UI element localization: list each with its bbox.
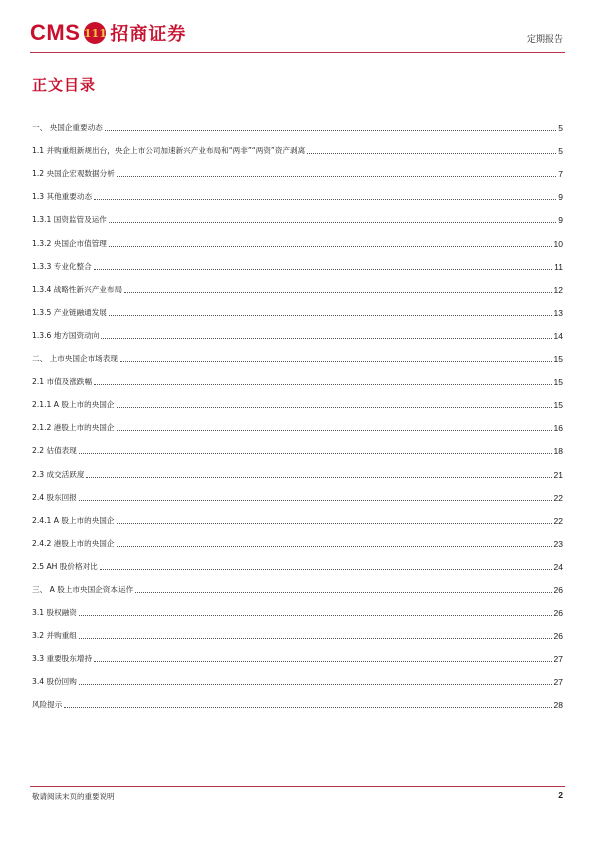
report-type-label: 定期报告 — [526, 35, 563, 45]
toc-entry-title: 2.1.2 港股上市的央国企 — [32, 423, 115, 433]
toc-dot-leader — [94, 384, 551, 385]
toc-dot-leader — [307, 153, 556, 154]
toc-entry-page: 7 — [558, 169, 563, 180]
toc-entry-page: 9 — [558, 192, 563, 203]
toc-entry[interactable] — [32, 318, 563, 341]
toc-entry-title: 1.3.4 战略性新兴产业布局 — [32, 284, 123, 294]
toc-dot-leader — [117, 546, 552, 547]
toc-entry-title: 2.4 股东回报 — [32, 492, 77, 502]
toc-dot-leader — [124, 292, 551, 293]
toc-entry-page: 24 — [553, 561, 563, 572]
toc-entry[interactable] — [32, 572, 563, 595]
toc-dot-leader — [79, 684, 552, 685]
toc-entry-title: 3.4 股份回购 — [32, 677, 77, 687]
toc-entry[interactable] — [32, 641, 563, 664]
toc-entry-title: 3.3 重要股东增持 — [32, 654, 93, 664]
toc-dot-leader — [94, 269, 552, 270]
toc-entry-title: 2.3 成交活跃度 — [32, 469, 85, 479]
toc-entry-title: 2.1 市值及涨跌幅 — [32, 377, 93, 387]
toc-dot-leader — [109, 222, 556, 223]
toc-dot-leader — [94, 661, 551, 662]
toc-entry[interactable] — [32, 503, 563, 526]
toc-entry-page: 10 — [553, 238, 563, 249]
toc-dot-leader — [86, 477, 551, 478]
toc-entry-page: 16 — [553, 423, 563, 434]
toc-entry-page: 13 — [553, 307, 563, 318]
toc-entry-title: 2.4.1 A 股上市的央国企 — [32, 515, 115, 525]
toc-entry[interactable] — [32, 433, 563, 456]
toc-entry-page: 18 — [553, 446, 563, 457]
toc-entry-page: 15 — [553, 354, 563, 365]
toc-entry[interactable] — [32, 249, 563, 272]
toc-entry[interactable] — [32, 202, 563, 225]
toc-entry-title: 3.1 股权融资 — [32, 608, 77, 618]
toc-entry-title: 3.2 并购重组 — [32, 631, 77, 641]
toc-entry-page: 23 — [553, 538, 563, 549]
toc-entry-page: 21 — [553, 469, 563, 480]
toc-entry-title: 1.3.5 产业链融通发展 — [32, 307, 107, 317]
toc-entry[interactable] — [32, 133, 563, 156]
toc-entry-title: 2.5 AH 股价格对比 — [32, 561, 98, 571]
toc-dot-leader — [117, 407, 552, 408]
toc-entry[interactable] — [32, 549, 563, 572]
footer-notice: 敬请阅读末页的重要说明 — [32, 792, 115, 801]
toc-entry[interactable] — [32, 664, 563, 687]
toc-entry-page: 22 — [553, 492, 563, 503]
toc-entry-page: 22 — [553, 515, 563, 526]
toc-entry-page: 27 — [553, 677, 563, 688]
toc-entry[interactable] — [32, 595, 563, 618]
toc-entry-page: 27 — [553, 654, 563, 665]
toc-entry-page: 12 — [553, 284, 563, 295]
toc-dot-leader — [117, 176, 556, 177]
toc-entry-page: 15 — [553, 377, 563, 388]
toc-entry[interactable] — [32, 618, 563, 641]
toc-entry-title: 三、 A 股上市央国企资本运作 — [32, 584, 134, 594]
toc-entry-title: 二、 上市央国企市场表现 — [32, 354, 118, 364]
toc-entry[interactable] — [32, 387, 563, 410]
toc-dot-leader — [109, 246, 552, 247]
toc-dot-leader — [120, 361, 552, 362]
toc-entry-title: 1.3.6 地方国资动向 — [32, 330, 100, 340]
toc-entry-page: 11 — [554, 261, 563, 272]
toc-entry[interactable] — [32, 456, 563, 479]
toc-entry-page: 28 — [553, 700, 563, 711]
toc-dot-leader — [117, 523, 552, 524]
toc-entry-page: 15 — [553, 400, 563, 411]
toc-entry-page: 26 — [553, 584, 563, 595]
toc-entry-page: 9 — [558, 215, 563, 226]
toc-dot-leader — [105, 130, 557, 131]
toc-entry-title: 1.3.2 央国企市值管理 — [32, 238, 107, 248]
toc-dot-leader — [100, 569, 552, 570]
logo-seal-icon: 111 — [84, 22, 106, 44]
toc-dot-leader — [64, 707, 551, 708]
toc-entry[interactable] — [32, 156, 563, 179]
toc-dot-leader — [79, 615, 552, 616]
toc-entry[interactable] — [32, 480, 563, 503]
toc-dot-leader — [117, 430, 552, 431]
toc-entry[interactable] — [32, 687, 563, 710]
toc-entry[interactable] — [32, 526, 563, 549]
toc-entry-title: 2.4.2 港股上市的央国企 — [32, 538, 115, 548]
logo-cms-text: CMS — [30, 20, 81, 45]
page-number: 2 — [558, 790, 563, 800]
toc-entry[interactable] — [32, 364, 563, 387]
toc-entry-title: 1.2 央国企宏观数据分析 — [32, 169, 115, 179]
toc-dot-leader — [109, 315, 552, 316]
footer-divider — [30, 786, 565, 787]
toc-dot-leader — [79, 453, 552, 454]
toc-entry-title: 1.3 其他重要动态 — [32, 192, 93, 202]
logo-company-name: 招商证券 — [110, 24, 187, 45]
toc-entry[interactable] — [32, 225, 563, 248]
toc-dot-leader — [79, 638, 552, 639]
toc-entry-title: 1.1 并购重组新规出台，央企上市公司加速新兴产业布局和“两非”“两资”资产剥离 — [32, 146, 306, 156]
toc-entry-title: 风险提示 — [32, 700, 63, 710]
page-header — [30, 18, 565, 50]
toc-entry-title: 1.3.1 国资监管及运作 — [32, 215, 107, 225]
toc-entry[interactable] — [32, 295, 563, 318]
toc-dot-leader — [79, 500, 552, 501]
toc-entry[interactable] — [32, 110, 563, 133]
toc-dot-leader — [94, 199, 556, 200]
toc-entry[interactable] — [32, 179, 563, 202]
toc-dot-leader — [101, 338, 551, 339]
toc-dot-leader — [135, 592, 551, 593]
toc-entry-page: 14 — [553, 330, 563, 341]
toc-entry-page: 26 — [553, 631, 563, 642]
toc-entry[interactable] — [32, 341, 563, 364]
header-divider — [30, 52, 565, 53]
page-title: 正文目录 — [32, 76, 97, 94]
company-logo — [30, 20, 186, 46]
toc-entry-page: 5 — [558, 146, 563, 157]
toc-entry-title: 2.1.1 A 股上市的央国企 — [32, 400, 115, 410]
table-of-contents — [32, 110, 563, 710]
toc-entry-title: 2.2 估值表现 — [32, 446, 77, 456]
toc-entry-page: 5 — [558, 123, 563, 134]
toc-entry-title: 一、 央国企重要动态 — [32, 123, 103, 133]
toc-entry[interactable] — [32, 272, 563, 295]
toc-entry-title: 1.3.3 专业化整合 — [32, 261, 92, 271]
toc-entry-page: 26 — [553, 608, 563, 619]
toc-entry[interactable] — [32, 410, 563, 433]
